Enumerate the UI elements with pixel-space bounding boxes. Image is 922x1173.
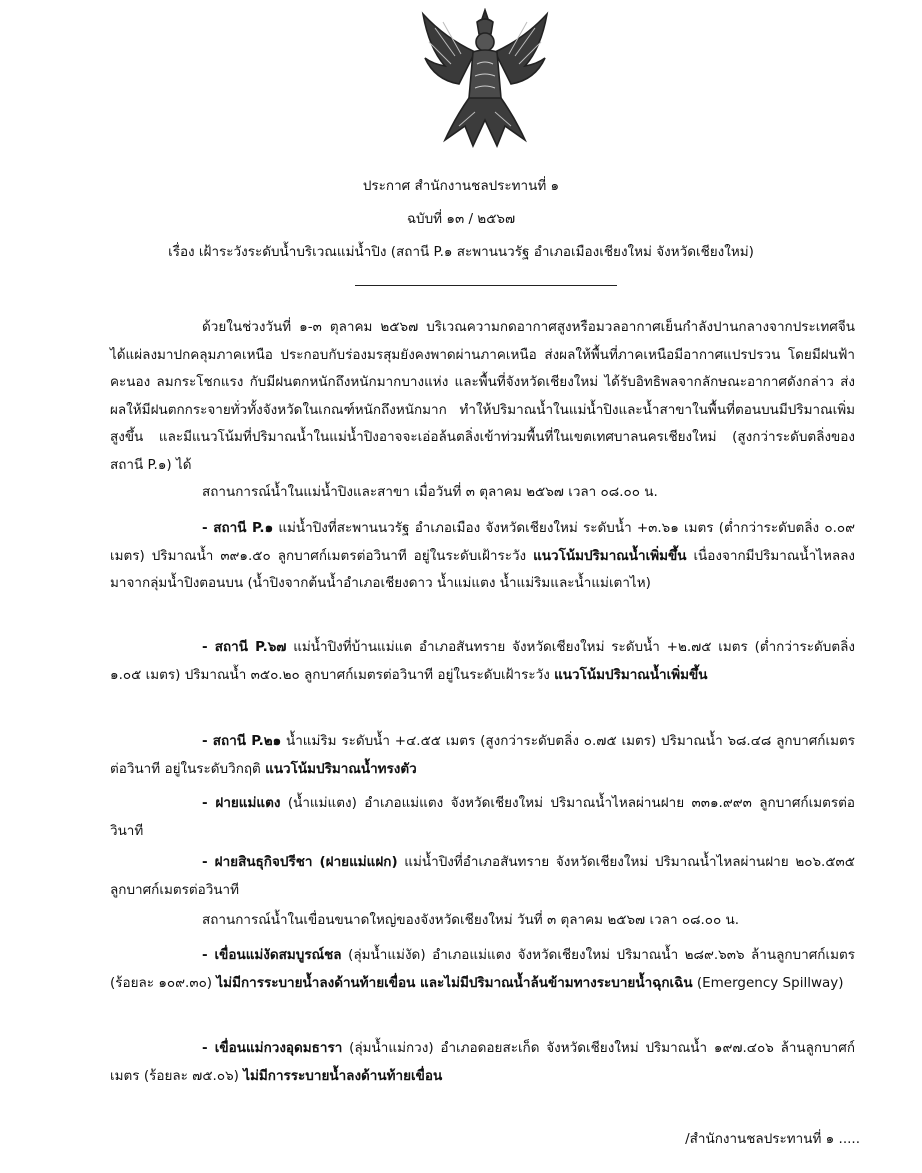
announcement-subject: เรื่อง เฝ้าระวังระดับน้ำบริเวณแม่น้ำปิง (สถานี P.๑ สะพานนวรัฐ อำเภอเมืองเชียงใหม่ จังหวัดเชียงใหม่) — [168, 244, 754, 260]
announcement-number: ฉบับที่ ๑๓ / ๒๕๖๗ — [406, 211, 516, 227]
dam-mae-kuang-text: (ลุ่มน้ำแม่กวง) อำเภอดอยสะเก็ด จังหวัดเชียงใหม่ ปริมาณน้ำ ๑๙๗.๔๐๖ ล้านลูกบาศก์เมตร (ร้อยละ ๗๕.๐๖) — [110, 1040, 855, 1084]
continuation-marker: /สำนักงานชลประทานที่ ๑ ..... — [685, 1131, 860, 1147]
station-p1-text: แม่น้ำปิงที่สะพานนวรัฐ อำเภอเมือง จังหวัดเชียงใหม่ ระดับน้ำ +๓.๖๑ เมตร (ต่ำกว่าระดับตลิ่ง ๐.๐๙ เมตร) ปริมาณน้ำ ๓๙๑.๕๐ ลูกบาศก์เมตรต่อวินาที อยู่ในระดับเฝ้าระวัง — [110, 520, 855, 564]
weir-mae-taeng-label: - ฝายแม่แตง — [202, 795, 281, 811]
station-p1-paragraph — [110, 515, 855, 598]
dam-mae-ngat-note: ไม่มีการระบายน้ำลงด้านท้ายเขื่อน และไม่มีปริมาณน้ำล้นข้ามทางระบายน้ำฉุกเฉิน — [216, 974, 693, 991]
dam-mae-ngat-label: - เขื่อนแม่งัดสมบูรณ์ชล — [202, 947, 342, 963]
dam-mae-ngat-tail: (Emergency Spillway) — [692, 974, 844, 991]
weir-sinthukit-text: แม่น้ำปิงที่อำเภอสันทราย จังหวัดเชียงใหม่ ปริมาณน้ำไหลผ่านฝาย ๒๐๖.๕๓๕ ลูกบาศก์เมตรต่อวินาที — [110, 854, 855, 898]
announcement-agency: ประกาศ สำนักงานชลประทานที่ ๑ — [362, 178, 560, 194]
station-p67-paragraph — [110, 634, 855, 689]
weir-sinthukit-label: - ฝายสินธุกิจปรีชา (ฝายแม่แฝก) — [202, 854, 398, 870]
station-p21-trend: แนวโน้มปริมาณน้ำทรงตัว — [265, 760, 417, 777]
garuda-emblem-icon — [415, 8, 555, 150]
river-situation-heading: สถานการณ์น้ำในแม่น้ำปิงและสาขา เมื่อวันที่ ๓ ตุลาคม ๒๕๖๗ เวลา ๐๘.๐๐ น. — [202, 484, 658, 500]
station-p67-text: แม่น้ำปิงที่บ้านแม่แต อำเภอสันทราย จังหวัดเชียงใหม่ ระดับน้ำ +๒.๗๕ เมตร (ต่ำกว่าระดับตลิ่ง ๑.๐๕ เมตร) ปริมาณน้ำ ๓๕๐.๒๐ ลูกบาศก์เมตรต่อวินาที อยู่ในระดับเฝ้าระวัง — [110, 639, 855, 683]
intro-paragraph: ด้วยในช่วงวันที่ ๑-๓ ตุลาคม ๒๕๖๗ บริเวณความกดอากาศสูงหรือมวลอากาศเย็นกำลังปานกลางจากประเทศจีนได้แผ่ลงมาปกคลุมภาคเหนือ ประกอบกับร่องมรสุมยังคงพาดผ่านภาคเหนือ ส่งผลให้พื้นที่ภาคเหนือมีอากาศแปรปรวน โดยมีฝนฟ้าคะนอง ลมกระโชกแรง กับมีฝนตกหนักถึงหนักมากบางแห่ง และพื้นที่จังหวัดเชียงใหม่ ได้รับอิทธิพลจากลักษณะอากาศดังกล่าว ส่งผลให้มีฝนตกกระจายทั่วทั้งจังหวัดในเกณฑ์หนักถึงหนักมาก ทำให้ปริมาณน้ำในแม่น้ำปิงและน้ำสาขาในพื้นที่ตอนบนมีปริมาณเพิ่มสูงขึ้น และมีแนวโน้มที่ปริมาณน้ำในแม่น้ำปิงอาจจะเอ่อล้นตลิ่งเข้าท่วมพื้นที่ในเขตเทศบาลนครเชียงใหม่ (สูงกว่าระดับตลิ่งของสถานี P.๑) ได้ — [110, 319, 855, 473]
station-p21-label: - สถานี P.๒๑ — [202, 733, 282, 749]
weir-mae-taeng-paragraph — [110, 790, 855, 845]
station-p21-paragraph — [110, 728, 855, 783]
dam-mae-kuang-note: ไม่มีการระบายน้ำลงด้านท้ายเขื่อน — [243, 1067, 443, 1084]
dam-mae-ngat-text: (ลุ่มน้ำแม่งัด) อำเภอแม่แตง จังหวัดเชียงใหม่ ปริมาณน้ำ ๒๘๙.๖๓๖ ล้านลูกบาศก์เมตร (ร้อยละ ๑๐๙.๓๐) — [110, 947, 855, 991]
station-p21-text: น้ำแม่ริม ระดับน้ำ +๔.๕๕ เมตร (สูงกว่าระดับตลิ่ง ๐.๗๕ เมตร) ปริมาณน้ำ ๖๘.๔๘ ลูกบาศก์เมตรต่อวินาที อยู่ในระดับวิกฤติ — [110, 733, 855, 777]
dam-mae-kuang-paragraph — [110, 1035, 855, 1090]
dam-situation-heading: สถานการณ์น้ำในเขื่อนขนาดใหญ่ของจังหวัดเชียงใหม่ วันที่ ๓ ตุลาคม ๒๕๖๗ เวลา ๐๘.๐๐ น. — [202, 912, 740, 928]
dam-mae-ngat-paragraph — [110, 942, 855, 997]
station-p1-tail: เนื่องจากมีปริมาณน้ำไหลลงมาจากลุ่มน้ำปิงตอนบน (น้ำปิงจากต้นน้ำอำเภอเชียงดาว น้ำแม่แตง น้ำแม่ริมและน้ำแม่เตาไห) — [110, 547, 856, 591]
station-p67-trend: แนวโน้มปริมาณน้ำเพิ่มขึ้น — [554, 666, 708, 683]
station-p67-label: - สถานี P.๖๗ — [202, 639, 287, 655]
dam-mae-kuang-label: - เขื่อนแม่กวงอุดมธารา — [202, 1040, 343, 1056]
weir-sinthukit-paragraph — [110, 849, 855, 904]
header-divider — [355, 285, 617, 286]
weir-mae-taeng-text: (น้ำแม่แตง) อำเภอแม่แตง จังหวัดเชียงใหม่ ปริมาณน้ำไหลผ่านฝาย ๓๓๑.๙๙๓ ลูกบาศก์เมตรต่อวินาที — [110, 795, 855, 839]
station-p1-trend: แนวโน้มปริมาณน้ำเพิ่มขึ้น — [533, 547, 687, 564]
station-p1-label: - สถานี P.๑ — [202, 520, 274, 536]
